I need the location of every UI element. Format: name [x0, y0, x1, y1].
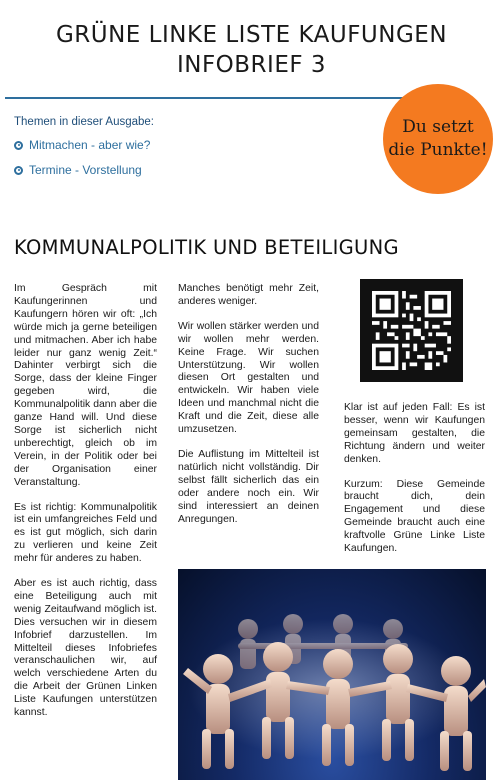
paragraph: Wir wollen stärker werden und wir wollen mehr werden. Keine Frage. Wir suchen Unterstützung. Wir wollen diesen Ort gestalten und entwickeln. Wir haben viele Ideen und manchmal nicht die Kraft und die Zeit, diese alle umzusetzen.: [178, 320, 319, 436]
paper-people-photo: [178, 569, 486, 780]
paragraph: Die Auflistung im Mittelteil ist natürlich nicht vollständig. Dir selbst fällt sicherlich das ein oder andere noch ein. Wir sind interessiert an deinen Anregungen.: [178, 448, 319, 525]
paragraph: Manches benötigt mehr Zeit, anderes weniger.: [178, 283, 319, 307]
slogan-badge: [383, 84, 493, 194]
paragraph: Klar ist auf jeden Fall: Es ist besser, wenn wir Kaufungen gemeinsam gestalten, die Richtung ändern und weiter denken.: [344, 402, 485, 465]
themes-label: Themen in dieser Ausgabe:: [14, 116, 155, 128]
article-column-2: [178, 283, 319, 538]
newsletter-issue: INFOBRIEF 3: [176, 52, 327, 78]
topic-label: Mitmachen - aber wie?: [29, 138, 151, 152]
article-column-1: [14, 283, 157, 732]
topic-item[interactable]: [14, 138, 150, 152]
bullet-ring-icon: [14, 166, 23, 175]
newsletter-title: GRÜNE LINKE LISTE KAUFUNGEN: [55, 22, 448, 48]
article-heading: KOMMUNALPOLITIK UND BETEILIGUNG: [14, 236, 399, 259]
bullet-ring-icon: [14, 141, 23, 150]
qr-code[interactable]: [360, 279, 463, 382]
paragraph: Im Gespräch mit Kaufungerinnen und Kaufungern hören wir oft: „Ich würde mich ja gerne beteiligen und mitmachen. Aber ich habe leider nur ganz wenig Zeit.“ Dahinter verbirgt sich die Sorge, dass der kleine Finger gegeben wird, die Kommunalpolitik dann aber die ganze Hand will. Und diese Sorge ist sicherlich nicht unberechtigt, gleich ob im Verein, in der Politik oder bei der Organisation einer Veranstaltung.: [14, 283, 157, 488]
paragraph: Kurzum: Diese Gemeinde braucht dich, dein Engagement und diese Gemeinde braucht auch eine kraftvolle Grüne Linke Liste Kaufungen.: [344, 478, 485, 555]
qr-code-icon: [372, 291, 451, 370]
badge-line: Du setzt: [402, 117, 474, 137]
paragraph: Aber es ist auch richtig, dass eine Beteiligung auch mit wenig Zeitaufwand möglich ist. Dies versuchen wir in diesem Infobrief darzustellen. Im Mittelteil dieses Infobriefes veranschaulichen wir, auf welch verschiedene Arten du die Arbeit der Grünen Linken Liste Kaufungen unterstützen kannst.: [14, 578, 157, 719]
header-divider: [5, 97, 403, 99]
article-column-3: [344, 402, 485, 568]
badge-line: die Punkte!: [388, 140, 488, 160]
paper-chain-people-image: [178, 569, 486, 780]
paragraph: Es ist richtig: Kommunalpolitik ist ein umfangreiches Feld und es ist gut möglich, sich darin zu verlieren und keine Zeit mehr für anderes zu haben.: [14, 501, 157, 565]
topic-item[interactable]: [14, 163, 142, 177]
topic-label: Termine - Vorstellung: [29, 163, 142, 177]
